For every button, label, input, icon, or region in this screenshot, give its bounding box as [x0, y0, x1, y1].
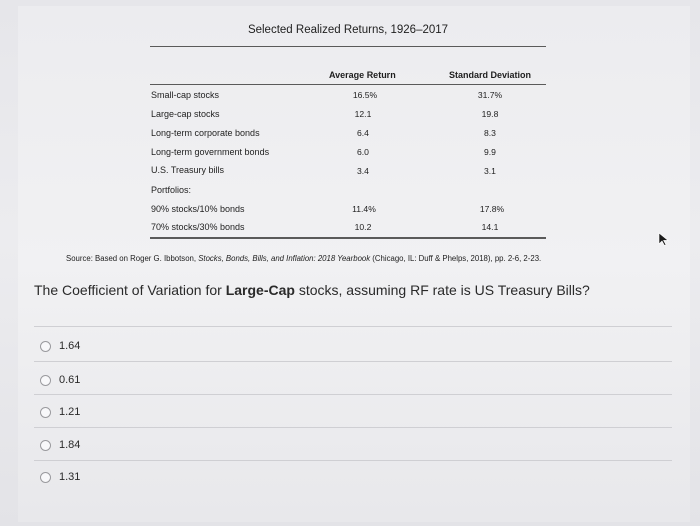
option-label: 0.61 — [59, 374, 81, 386]
portfolios-label: Portfolios: — [151, 185, 192, 195]
cell-avg-treasury-bills: 3.4 — [357, 166, 369, 176]
cell-avg-portfolio-70-30: 10.2 — [354, 222, 372, 232]
options-separator — [34, 361, 672, 362]
row-label-large-cap: Large-cap stocks — [151, 109, 220, 119]
table-title: Selected Realized Returns, 1926–2017 — [247, 24, 449, 36]
row-label-portfolio-70-30: 70% stocks/30% bonds — [151, 222, 245, 232]
options-separator — [34, 326, 672, 327]
cell-sd-government-bonds: 9.9 — [484, 147, 496, 157]
answer-option-3[interactable] — [40, 402, 80, 422]
question-prefix: The Coefficient of Variation for — [34, 282, 226, 298]
cell-sd-large-cap: 19.8 — [481, 109, 499, 119]
cell-sd-portfolio-90-10: 17.8% — [479, 204, 505, 214]
row-label-portfolio-90-10: 90% stocks/10% bonds — [151, 204, 245, 214]
radio-button[interactable] — [40, 440, 51, 451]
option-label: 1.31 — [59, 471, 81, 483]
options-separator — [34, 427, 672, 428]
radio-button[interactable] — [40, 472, 51, 483]
question-text — [34, 282, 590, 298]
avg-return-header: Average Return — [329, 70, 396, 80]
source-citation — [66, 254, 541, 263]
table-top-rule — [150, 46, 546, 47]
source-prefix: Source: Based on Roger G. Ibbotson, — [66, 254, 199, 263]
question-suffix: stocks, assuming RF rate is US Treasury Bills? — [294, 282, 590, 298]
option-label: 1.21 — [59, 406, 81, 418]
option-label: 1.64 — [59, 340, 81, 352]
mouse-cursor-icon — [658, 232, 670, 246]
cell-sd-treasury-bills: 3.1 — [484, 166, 496, 176]
cell-avg-large-cap: 12.1 — [354, 109, 372, 119]
radio-button[interactable] — [40, 407, 51, 418]
cell-sd-portfolio-70-30: 14.1 — [481, 222, 499, 232]
options-separator — [34, 460, 672, 461]
source-title: Stocks, Bonds, Bills, and Inflation: 2018 Yearbook — [198, 254, 371, 263]
std-dev-header: Standard Deviation — [449, 70, 532, 80]
cell-avg-small-cap: 16.5% — [352, 90, 378, 100]
cell-sd-small-cap: 31.7% — [477, 90, 503, 100]
cell-avg-portfolio-90-10: 11.4% — [352, 204, 376, 214]
question-emphasis: Large-Cap — [225, 282, 295, 298]
radio-button[interactable] — [40, 341, 51, 352]
options-separator — [34, 394, 672, 395]
answer-option-5[interactable] — [40, 467, 80, 487]
row-label-corporate-bonds: Long-term corporate bonds — [151, 128, 260, 138]
table-bottom-rule — [150, 237, 546, 239]
answer-option-2[interactable] — [40, 370, 80, 390]
cell-avg-government-bonds: 6.0 — [357, 147, 369, 157]
option-label: 1.84 — [59, 439, 81, 451]
source-suffix: (Chicago, IL: Duff & Phelps, 2018), pp. 2-6, 2-23. — [370, 254, 542, 263]
cell-sd-corporate-bonds: 8.3 — [484, 128, 496, 138]
answer-option-1[interactable] — [40, 336, 80, 356]
row-label-treasury-bills: U.S. Treasury bills — [151, 165, 225, 175]
row-label-small-cap: Small-cap stocks — [151, 90, 220, 100]
radio-button[interactable] — [40, 375, 51, 386]
answer-option-4[interactable] — [40, 435, 80, 455]
row-label-government-bonds: Long-term government bonds — [151, 147, 270, 157]
cell-avg-corporate-bonds: 6.4 — [357, 128, 369, 138]
header-rule — [150, 84, 546, 85]
